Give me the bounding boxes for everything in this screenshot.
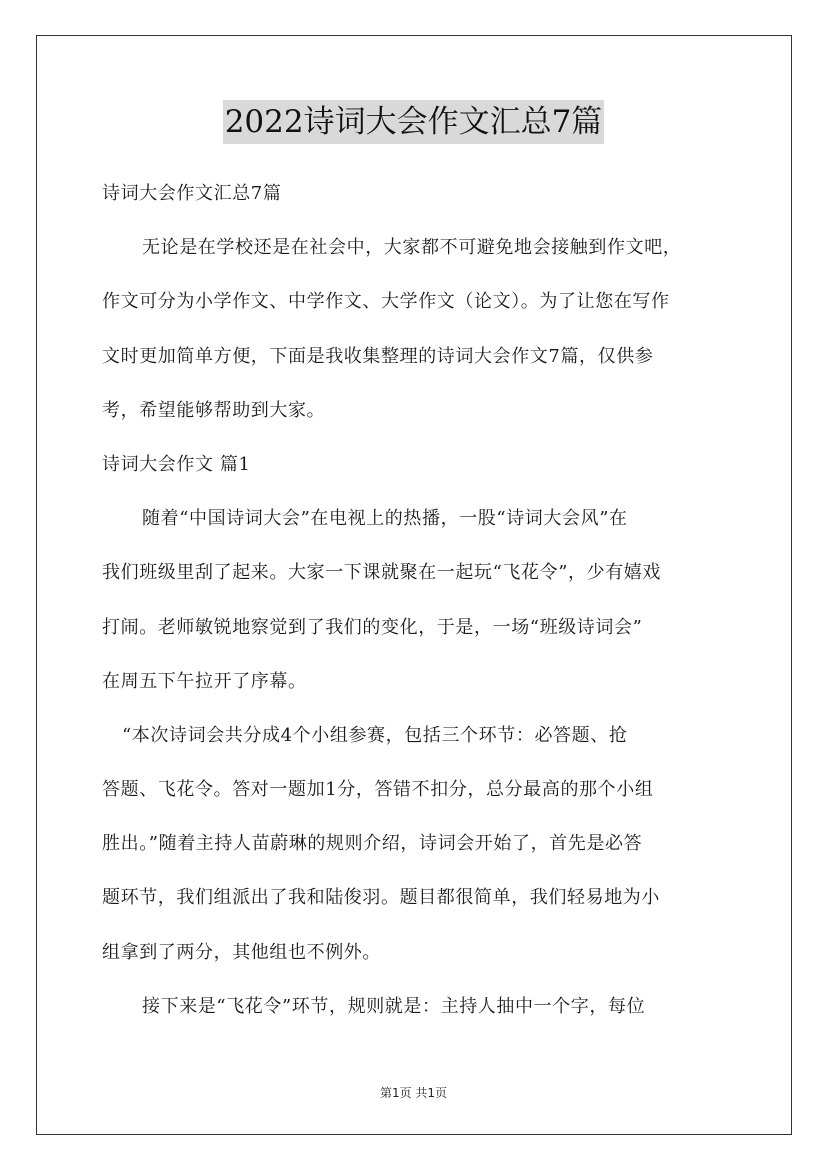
text-line: 胜出。”随着主持人苗蔚琳的规则介绍，诗词会开始了，首先是必答 xyxy=(102,833,643,855)
text-line: 作文可分为小学作文、中学作文、大学作文（论文）。为了让您在写作 xyxy=(102,291,670,313)
document-title: 2022诗词大会作文汇总7篇 xyxy=(223,100,605,144)
text-line: 诗词大会作文汇总7篇 xyxy=(102,183,282,204)
text-line: 文时更加简单方便，下面是我收集整理的诗词大会作文7篇，仅供参 xyxy=(102,345,654,367)
text-line: 考，希望能够帮助到大家。 xyxy=(102,399,326,421)
text-line: 无论是在学校还是在社会中，大家都不可避免地会接触到作文吧， xyxy=(142,237,682,259)
page-footer: 第1页 共1页 xyxy=(379,1086,448,1100)
document-body xyxy=(102,176,732,1043)
text-line: 在周五下午拉开了序幕。 xyxy=(102,670,307,692)
text-line: 组拿到了两分，其他组也不例外。 xyxy=(102,941,381,963)
text-line: 答题、飞花令。答对一题加1分，答错不扣分，总分最高的那个小组 xyxy=(102,779,654,801)
text-line: 我们班级里刮了起来。大家一下课就聚在一起玩“飞花令”，少有嬉戏 xyxy=(102,562,662,584)
text-line: 诗词大会作文 篇1 xyxy=(102,453,251,475)
text-line: 随着“中国诗词大会”在电视上的热播，一股“诗词大会风”在 xyxy=(142,508,628,530)
title-container xyxy=(0,100,827,144)
text-line: “本次诗词会共分成4个小组参赛，包括三个环节：必答题、抢 xyxy=(122,724,628,746)
text-line: 题环节，我们组派出了我和陆俊羽。题目都很简单，我们轻易地为小 xyxy=(102,887,660,909)
text-line: 打闹。老师敏锐地察觉到了我们的变化，于是，一场“班级诗词会” xyxy=(102,616,643,638)
text-line: 接下来是“飞花令”环节，规则就是：主持人抽中一个字，每位 xyxy=(142,995,646,1017)
